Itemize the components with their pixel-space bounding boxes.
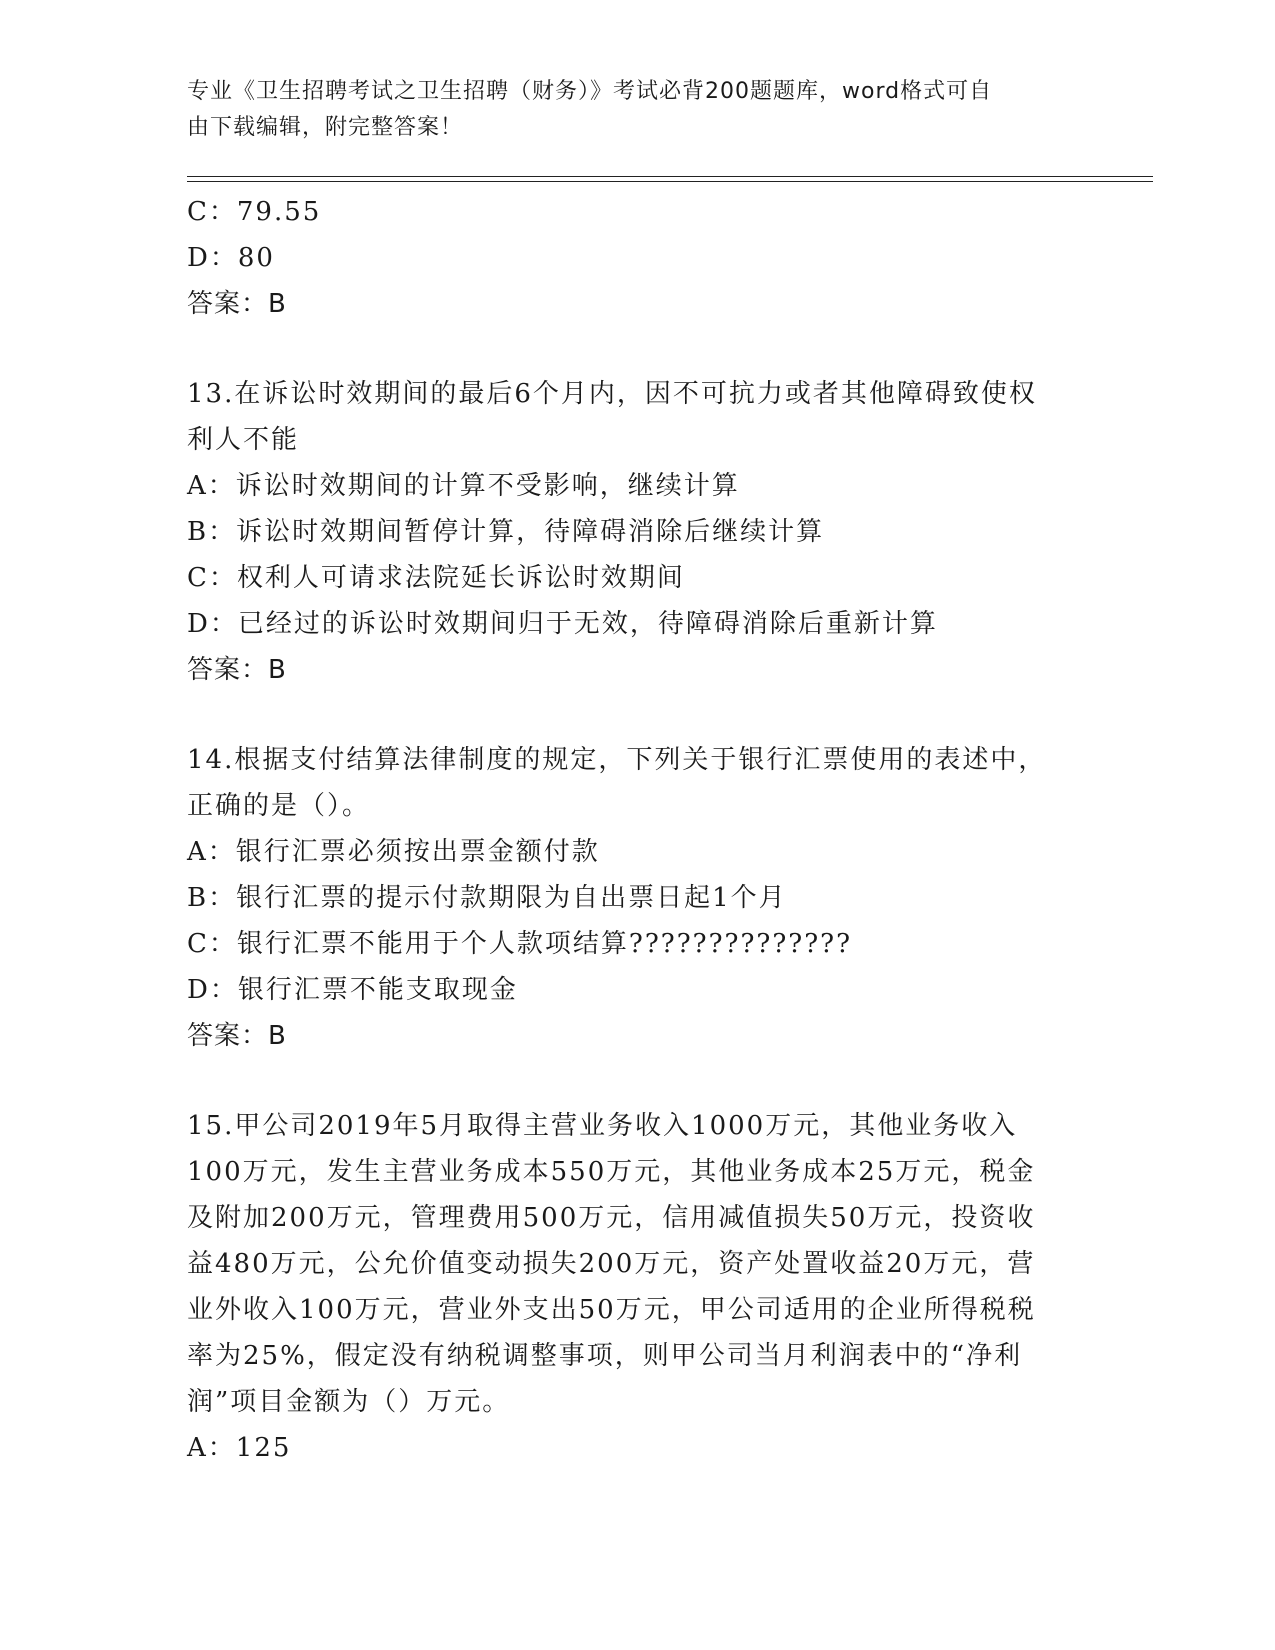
question-text-line: 15.甲公司2019年5月取得主营业务收入1000万元，其他业务收入	[187, 1111, 1018, 1141]
document-body	[187, 189, 1077, 1471]
question-text-line: 业外收入100万元，营业外支出50万元，甲公司适用的企业所得税税	[187, 1295, 1036, 1325]
option-c: C：79.55	[187, 197, 322, 227]
answer-line: 答案：B	[187, 1021, 287, 1051]
option-d: D：80	[187, 243, 275, 273]
question-text-line: 及附加200万元，管理费用500万元，信用减值损失50万元，投资收	[187, 1203, 1036, 1233]
option-d: D：已经过的诉讼时效期间归于无效，待障碍消除后重新计算	[187, 609, 938, 639]
spacer	[187, 693, 1077, 737]
question-15	[187, 1103, 1077, 1471]
option-b: B：诉讼时效期间暂停计算，待障碍消除后继续计算	[187, 517, 825, 547]
answer-line: 答案：B	[187, 289, 287, 319]
question-text-line: 利人不能	[187, 425, 300, 455]
option-a: A：银行汇票必须按出票金额付款	[187, 837, 600, 867]
header-divider-top	[187, 176, 1153, 177]
answer-line: 答案：B	[187, 655, 287, 685]
header-line-2: 由下载编辑，附完整答案！	[187, 115, 464, 140]
option-d: D：银行汇票不能支取现金	[187, 975, 518, 1005]
option-a: A：125	[187, 1433, 292, 1463]
question-text-line: 率为25%，假定没有纳税调整事项，则甲公司当月利润表中的“净利	[187, 1341, 1023, 1371]
header-line-1: 专业《卫生招聘考试之卫生招聘（财务）》考试必背200题题库，word格式可自	[187, 79, 993, 104]
question-12-tail	[187, 189, 1077, 327]
page-header	[187, 74, 1067, 146]
question-text-line: 润”项目金额为（）万元。	[187, 1387, 511, 1417]
question-text-line: 益480万元，公允价值变动损失200万元，资产处置收益20万元，营	[187, 1249, 1036, 1279]
spacer	[187, 1059, 1077, 1103]
question-13	[187, 371, 1077, 693]
question-text-line: 13.在诉讼时效期间的最后6个月内，因不可抗力或者其他障碍致使权	[187, 379, 1037, 409]
option-c: C：银行汇票不能用于个人款项结算??????????????	[187, 929, 853, 959]
option-a: A：诉讼时效期间的计算不受影响，继续计算	[187, 471, 740, 501]
option-c: C：权利人可请求法院延长诉讼时效期间	[187, 563, 685, 593]
question-text-line: 100万元，发生主营业务成本550万元，其他业务成本25万元，税金	[187, 1157, 1036, 1187]
option-b: B：银行汇票的提示付款期限为自出票日起1个月	[187, 883, 787, 913]
question-text-line: 正确的是（）。	[187, 791, 371, 821]
header-divider-bottom	[187, 181, 1153, 182]
question-14	[187, 737, 1077, 1059]
question-text-line: 14.根据支付结算法律制度的规定，下列关于银行汇票使用的表述中，	[187, 745, 1047, 775]
spacer	[187, 327, 1077, 371]
